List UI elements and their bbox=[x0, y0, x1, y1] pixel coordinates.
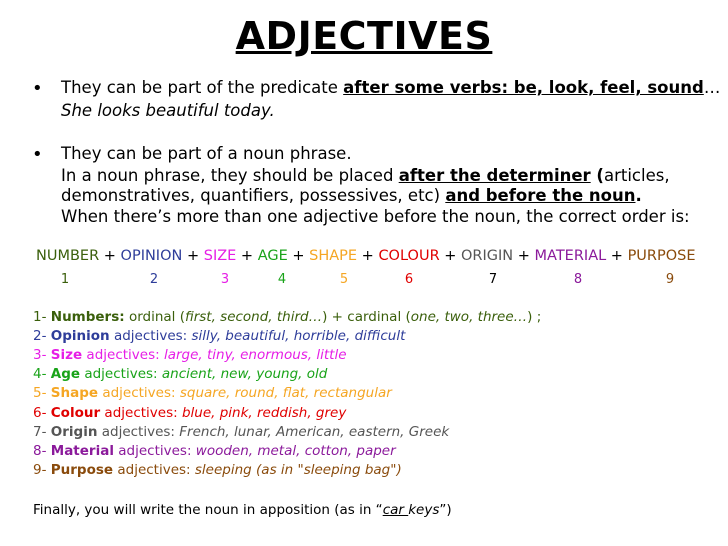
order-shape: SHAPE bbox=[309, 248, 358, 264]
page-title: ADJECTIVES bbox=[235, 14, 493, 58]
list-examples: square, round, flat, rectangular bbox=[179, 385, 392, 401]
order-opinion: OPINION bbox=[120, 248, 183, 264]
list-heading: Origin bbox=[50, 424, 98, 440]
bullet-2-bold-noun: and before the noun bbox=[445, 186, 636, 205]
list-prefix: 2- bbox=[33, 328, 51, 344]
final-note-end: ”) bbox=[439, 502, 452, 518]
list-examples: French, lunar, American, eastern, Greek bbox=[179, 424, 450, 440]
list-item-colour bbox=[33, 405, 346, 421]
list-mid: adjectives: bbox=[98, 385, 180, 401]
list-examples-2: one, two, three… bbox=[410, 309, 528, 325]
bullet-2-text: They can be part of a noun phrase. bbox=[61, 144, 352, 163]
list-examples: first, second, third… bbox=[184, 309, 323, 325]
list-mid-2: ) + cardinal ( bbox=[322, 309, 411, 325]
list-prefix: 3- bbox=[33, 347, 51, 363]
list-mid: ordinal ( bbox=[124, 309, 185, 325]
bullet-1-example: She looks beautiful today. bbox=[61, 101, 275, 120]
list-item-shape bbox=[33, 385, 392, 401]
order-index-2: 2 bbox=[149, 272, 159, 287]
plus-sign: + bbox=[606, 248, 628, 264]
bullet-1-text: They can be part of the predicate bbox=[61, 78, 344, 97]
list-heading: Shape bbox=[50, 385, 99, 401]
list-prefix: 5- bbox=[33, 385, 51, 401]
order-index-1: 1 bbox=[60, 272, 70, 287]
list-prefix: 8- bbox=[33, 443, 51, 459]
list-mid: adjectives: bbox=[109, 328, 192, 344]
list-mid: adjectives: bbox=[97, 424, 180, 440]
list-examples: ancient, new, young, old bbox=[161, 366, 328, 382]
plus-sign: + bbox=[513, 248, 535, 264]
list-heading: Opinion bbox=[50, 328, 110, 344]
order-index-4: 4 bbox=[277, 272, 287, 287]
bullet-2-line-2-a: In a noun phrase, they should be placed bbox=[61, 166, 399, 185]
bullet-marker: • bbox=[32, 78, 43, 99]
order-index-6: 6 bbox=[404, 272, 414, 287]
final-note-text: Finally, you will write the noun in apposition (as in “ bbox=[33, 502, 383, 518]
order-index-7: 7 bbox=[488, 272, 498, 287]
list-prefix: 9- bbox=[33, 462, 51, 478]
plus-sign: + bbox=[357, 248, 379, 264]
final-note-keys: keys bbox=[408, 502, 440, 518]
list-mid: adjectives: bbox=[82, 347, 164, 363]
bullet-1-trail: … bbox=[703, 78, 721, 97]
list-examples: blue, pink, reddish, grey bbox=[181, 405, 347, 421]
list-heading: Material bbox=[50, 443, 114, 459]
list-examples: silly, beautiful, horrible, difficult bbox=[191, 328, 406, 344]
order-index-5: 5 bbox=[339, 272, 349, 287]
plus-sign: + bbox=[99, 248, 121, 264]
list-item-size bbox=[33, 347, 347, 363]
list-heading: Age bbox=[50, 366, 81, 382]
bullet-marker: • bbox=[32, 144, 43, 165]
order-age: AGE bbox=[257, 248, 288, 264]
bullet-2-line-4: When there’s more than one adjective before the noun, the correct order is: bbox=[61, 207, 690, 226]
list-examples: sleeping (as in "sleeping bag") bbox=[194, 462, 402, 478]
order-material: MATERIAL bbox=[534, 248, 607, 264]
list-mid: adjectives: bbox=[80, 366, 162, 382]
list-item-material bbox=[33, 443, 396, 459]
order-index-3: 3 bbox=[220, 272, 230, 287]
order-purpose: PURPOSE bbox=[627, 248, 696, 264]
final-note-car: car bbox=[382, 502, 409, 518]
list-mid: adjectives: bbox=[113, 443, 196, 459]
list-mid: adjectives: bbox=[113, 462, 195, 478]
bullet-2-line-2-c: articles, bbox=[603, 166, 670, 185]
list-prefix: 1- bbox=[33, 309, 51, 325]
list-heading: Numbers: bbox=[50, 309, 125, 325]
list-item-purpose bbox=[33, 462, 402, 478]
list-heading: Size bbox=[50, 347, 83, 363]
list-heading: Colour bbox=[50, 405, 101, 421]
plus-sign: + bbox=[236, 248, 258, 264]
list-item-origin bbox=[33, 424, 449, 440]
order-colour: COLOUR bbox=[378, 248, 440, 264]
list-item-opinion bbox=[33, 328, 405, 344]
plus-sign: + bbox=[287, 248, 310, 264]
list-examples: wooden, metal, cotton, paper bbox=[195, 443, 396, 459]
bullet-2-paren: ( bbox=[590, 166, 604, 185]
list-item-numbers bbox=[33, 309, 541, 325]
list-examples: large, tiny, enormous, little bbox=[163, 347, 347, 363]
list-tail: ) ; bbox=[527, 309, 542, 325]
order-size: SIZE bbox=[203, 248, 237, 264]
order-origin: ORIGIN bbox=[461, 248, 514, 264]
plus-sign: + bbox=[439, 248, 462, 264]
order-number: NUMBER bbox=[36, 248, 100, 264]
list-prefix: 4- bbox=[33, 366, 51, 382]
list-item-age bbox=[33, 366, 327, 382]
list-mid: adjectives: bbox=[100, 405, 182, 421]
final-note bbox=[33, 502, 452, 518]
bullet-1-bold: after some verbs: be, look, feel, sound bbox=[343, 78, 704, 97]
bullet-2-period: . bbox=[635, 186, 642, 205]
list-prefix: 7- bbox=[33, 424, 51, 440]
order-index-8: 8 bbox=[573, 272, 583, 287]
bullet-2-line-3-a: demonstratives, quantifiers, possessives, etc) bbox=[61, 186, 446, 205]
list-heading: Purpose bbox=[50, 462, 114, 478]
order-index-9: 9 bbox=[665, 272, 675, 287]
plus-sign: + bbox=[182, 248, 204, 264]
list-prefix: 6- bbox=[33, 405, 51, 421]
bullet-2-line-3 bbox=[61, 186, 642, 205]
bullet-1-line bbox=[61, 78, 720, 97]
adjective-order-row bbox=[36, 248, 696, 264]
bullet-2-line-2 bbox=[61, 166, 670, 185]
bullet-2-bold-determiner: after the determiner bbox=[398, 166, 591, 185]
